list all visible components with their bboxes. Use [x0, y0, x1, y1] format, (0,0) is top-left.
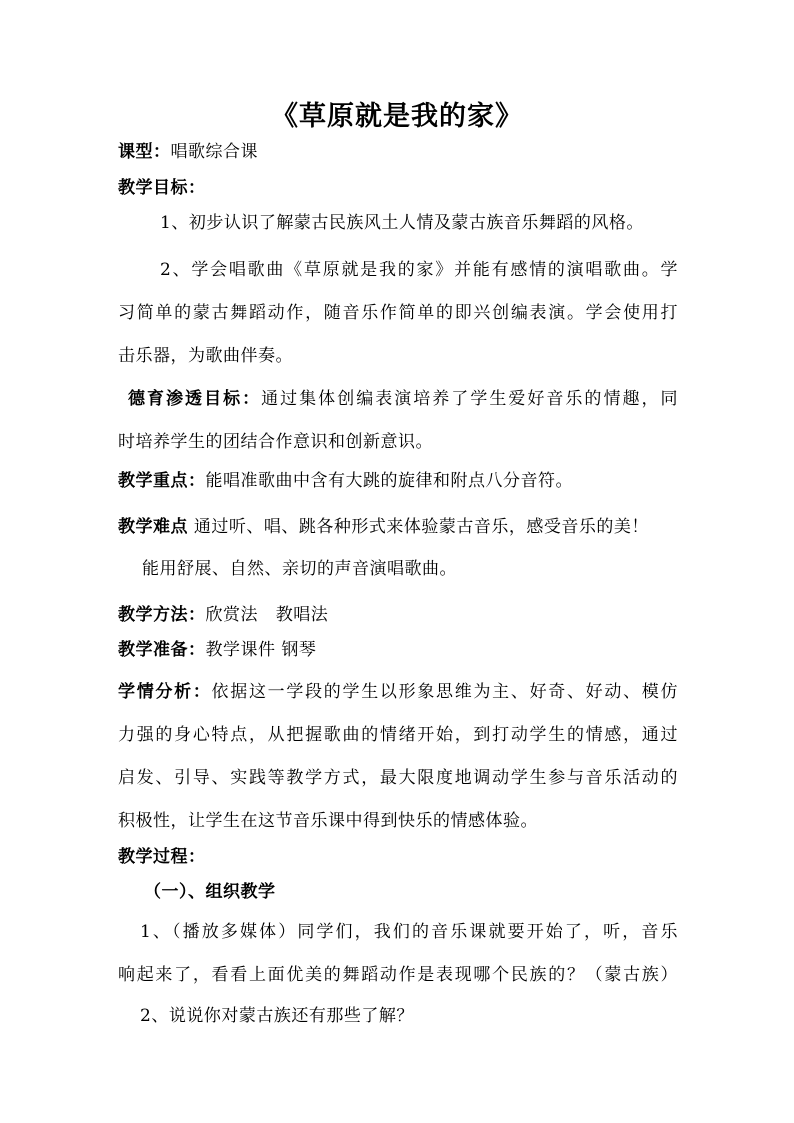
difficulties-line-1 [118, 512, 678, 537]
difficulties-line-2: 能用舒展、自然、亲切的声音演唱歌曲。 [142, 559, 457, 579]
methods-value: 欣赏法 教唱法 [205, 605, 329, 625]
objective-item-2-line-2: 习简单的蒙古舞蹈动作，随音乐作简单的即兴创编表演。学会使用打 [118, 303, 678, 323]
analysis-line-3: 启发、引导、实践等教学方式，最大限度地调动学生参与音乐活动的 [118, 768, 678, 788]
methods-label: 教学方法： [118, 605, 206, 625]
analysis-line-1 [118, 677, 678, 702]
objective-item-2-line-3: 击乐器，为歌曲伴奏。 [118, 346, 293, 366]
objectives-heading: 教学目标： [118, 178, 206, 198]
analysis-line-2: 力强的身心特点，从把握歌曲的情绪开始，到打动学生的情感，通过 [118, 725, 678, 745]
objective-item-1: 1、初步认识了解蒙古民族风土人情及蒙古族音乐舞蹈的风格。 [160, 213, 644, 233]
moral-text-1: 通过集体创编表演培养了学生爱好音乐的情趣，同 [261, 389, 678, 409]
methods-line [118, 600, 678, 625]
process-step-1-line-2: 响起来了，看看上面优美的舞蹈动作是表现哪个民族的？（蒙古族） [118, 965, 678, 985]
moral-line-2: 时培养学生的团结合作意识和创新意识。 [118, 432, 433, 452]
preparation-label: 教学准备： [118, 640, 206, 660]
key-points-value: 能唱准歌曲中含有大跳的旋律和附点八分音符。 [205, 471, 573, 491]
process-heading: 教学过程： [118, 847, 206, 867]
preparation-line [118, 635, 678, 660]
process-step-1-line-1: 1、（播放多媒体）同学们，我们的音乐课就要开始了，听，音乐 [140, 922, 678, 942]
analysis-label: 学情分析： [118, 682, 212, 702]
course-type-value: 唱歌综合课 [170, 142, 258, 162]
analysis-text-1: 依据这一学段的学生以形象思维为主、好奇、好动、模仿 [211, 682, 679, 702]
course-type-line [118, 137, 678, 162]
process-section-1-heading: （一）、组织教学 [144, 882, 276, 902]
difficulties-label: 教学难点 [118, 517, 188, 537]
key-points-label: 教学重点： [118, 471, 206, 491]
analysis-line-4: 积极性，让学生在这节音乐课中得到快乐的情感体验。 [118, 811, 538, 831]
key-points-line [118, 466, 678, 491]
difficulties-text-1: 通过听、唱、跳各种形式来体验蒙古音乐，感受音乐的美！ [193, 517, 649, 537]
moral-line-1 [128, 384, 678, 409]
document-title: 《草原就是我的家》 [271, 101, 523, 132]
objective-item-2-line-1: 2、学会唱歌曲《草原就是我的家》并能有感情的演唱歌曲。学 [160, 260, 678, 280]
moral-label: 德育渗透目标： [128, 389, 262, 409]
process-step-2: 2、说说你对蒙古族还有那些了解？ [140, 1006, 414, 1026]
preparation-value: 教学课件 钢琴 [205, 640, 317, 660]
course-type-label: 课型： [118, 142, 171, 162]
